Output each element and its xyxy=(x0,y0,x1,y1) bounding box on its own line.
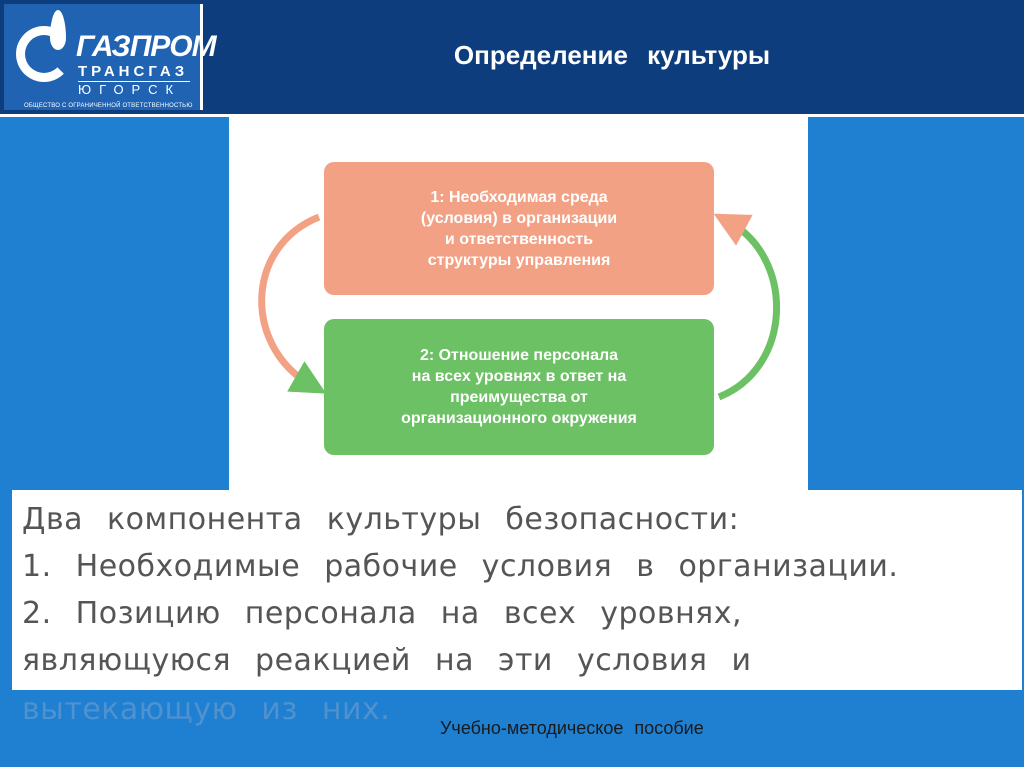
diagram-box-environment xyxy=(324,162,714,295)
box-text-line: на всех уровнях в ответ на xyxy=(411,368,627,385)
logo-brand: ГАЗПРОМ xyxy=(76,30,216,63)
footer-caption: Учебно-методическое пособие xyxy=(440,718,704,738)
box-text-line: 1: Необходимая среда xyxy=(430,188,608,206)
box-text-line: (условия) в организации xyxy=(420,209,618,227)
page-title: Определение культуры xyxy=(453,40,771,70)
right-cycle-arrow xyxy=(719,222,777,397)
logo-legal-text: ОБЩЕСТВО С ОГРАНИЧЕННОЙ ОТВЕТСТВЕННОСТЬЮ xyxy=(24,103,193,109)
flame-icon xyxy=(50,10,66,50)
box-text-line: структуры управления xyxy=(427,251,611,269)
logo-city: ЮГОРСК xyxy=(78,82,182,97)
box-text-line: преимущества от xyxy=(450,389,588,406)
body-text-line-4: являющуюся реакцией на эти условия и xyxy=(22,643,752,678)
body-text-line-2: 1. Необходимые рабочие условия в организации. xyxy=(22,549,899,584)
body-text-line-5: вытекающую из них. xyxy=(22,692,391,727)
body-text-line-1: Два компонента культуры безопасности: xyxy=(22,502,740,537)
diagram-box-attitude xyxy=(324,319,714,455)
left-cycle-arrow xyxy=(262,217,319,385)
box-text-line: и ответственность xyxy=(444,230,594,248)
box-text-line: 2: Отношение персонала xyxy=(419,347,619,364)
text-panel xyxy=(12,490,1022,690)
company-logo xyxy=(4,4,216,110)
body-text-line-3: 2. Позицию персонала на всех уровнях, xyxy=(22,596,743,631)
logo-subbrand: ТРАНСГАЗ xyxy=(78,63,189,80)
diagram-panel xyxy=(229,117,808,490)
box-text-line: организационного окружения xyxy=(401,410,637,427)
